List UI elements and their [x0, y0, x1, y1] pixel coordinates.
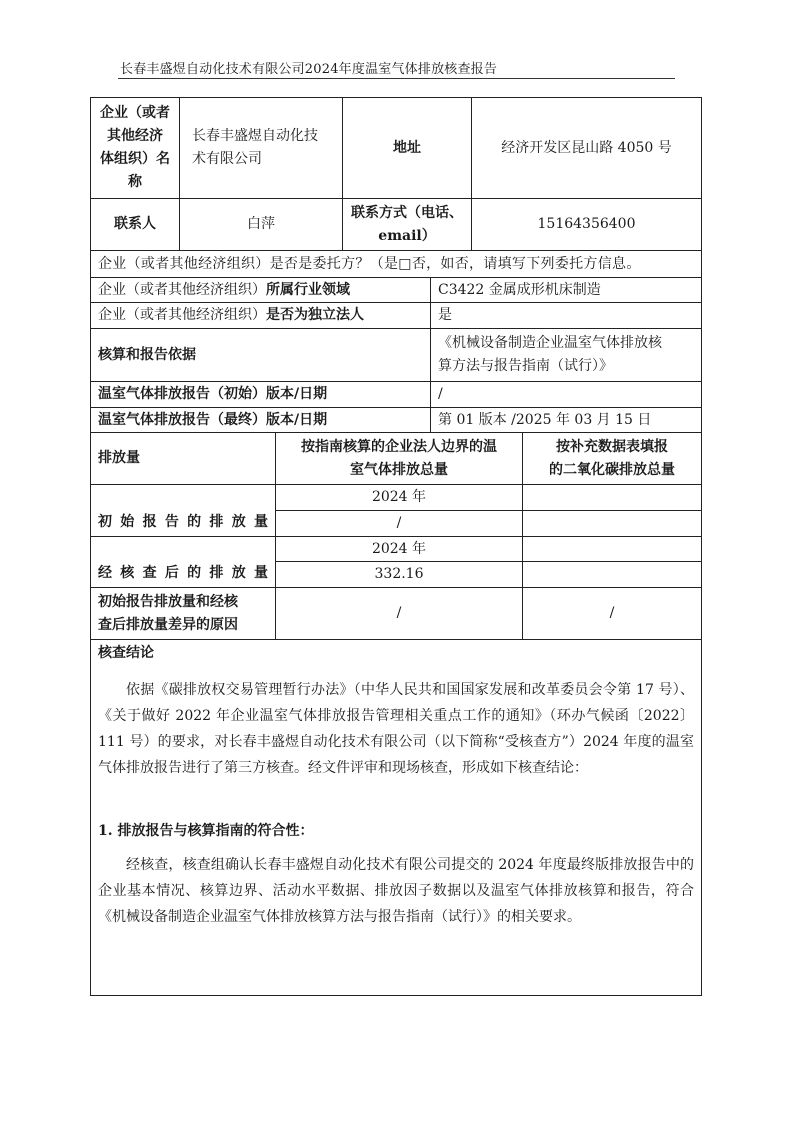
initial-emissions-value: / [396, 515, 402, 531]
final-version-label: 温室气体排放报告（最终）版本/日期 [98, 411, 328, 428]
contact-value: 白萍 [247, 216, 275, 232]
difference-reason-value-2: / [609, 605, 615, 621]
initial-version-label: 温室气体排放报告（初始）版本/日期 [98, 386, 328, 402]
address-value: 经济开发区昆山路 4050 号 [501, 139, 672, 156]
verified-emissions-year: 2024 年 [371, 540, 427, 557]
initial-emissions-label-line1: 初始报告的排放量 [98, 514, 268, 530]
conclusion-paragraph-2: 经核查，核查组确认长春丰盛煜自动化技术有限公司提交的 2024 年度最终版排放报告中的企业基本情况、核算边界、活动水平数据、排放因子数据以及温室气体排放核算和报告，符合《机械设备制造企业温室气体排放核算方法与报告指南（试行）》的相关要求。 [98, 857, 694, 925]
basis-label: 核算和报告依据 [98, 346, 196, 363]
initial-version-value: / [438, 386, 443, 402]
emissions-col2-header: 按补充数据表填报 的二氧化碳排放总量 [549, 438, 675, 478]
difference-reason-label: 初始报告排放量和经核 查后排放量差异的原因 [98, 593, 238, 633]
verified-emissions-label [91, 537, 275, 587]
difference-reason-value-1: / [396, 605, 402, 621]
emissions-col1-header: 按指南核算的企业法人边界的温 室气体排放总量 [301, 438, 497, 478]
page-header: 长春丰盛煜自动化技术有限公司2024年度温室气体排放核查报告 [120, 62, 498, 77]
initial-emissions-year: 2024 年 [371, 489, 427, 505]
legal-label: 是否为独立法人 [266, 307, 364, 323]
final-version-value: 第 01 版本 /2025 年 03 月 15 日 [438, 411, 652, 428]
company-name-label: 企业（或者 其他经济 体组织）名 称 [100, 105, 170, 190]
company-name-value: 长春丰盛煜自动化技 术有限公司 [192, 128, 318, 167]
entrusted-question: 企业（或者其他经济组织）是否是委托方？（是□否，如否，请填写下列委托方信息。 [98, 255, 641, 272]
industry-value: C3422 金属成形机床制造 [438, 281, 601, 298]
industry-prefix: 企业（或者其他经济组织） [98, 281, 266, 298]
header-rule [118, 78, 675, 79]
legal-entity-label-cell [91, 303, 430, 328]
conclusion-title: 核查结论 [98, 644, 154, 661]
legal-entity-value: 是 [438, 307, 452, 323]
contact-method-label: 联系方式（电话、 email） [351, 204, 463, 244]
section-1-title: 1. 排放报告与核算指南的符合性： [98, 823, 314, 839]
legal-prefix: 企业（或者其他经济组织） [98, 307, 266, 323]
initial-emissions-label [91, 485, 275, 536]
contact-method-value: 15164356400 [537, 216, 636, 232]
industry-label: 所属行业领域 [266, 281, 350, 298]
conclusion-paragraph-1: 依据《碳排放权交易管理暂行办法》（中华人民共和国国家发展和改革委员会令第 17 号）、《关于做好 2022 年企业温室气体排放报告管理相关重点工作的通知》（环办气候函〔2022〕111 号）的要求，对长春丰盛煜自动化技术有限公司（以下简称“受核查方”）2024 年度的温室气体排放报告进行了第三方核查。经文件评审和现场核查，形成如下核查结论： [98, 682, 694, 776]
contact-label: 联系人 [114, 216, 156, 232]
industry-label-cell [91, 278, 430, 302]
verified-emissions-label-line1: 经核查后的排放量 [98, 565, 268, 581]
emissions-label: 排放量 [98, 450, 140, 466]
verified-emissions-value: 332.16 [374, 566, 424, 582]
address-label: 地址 [393, 139, 421, 156]
basis-value: 《机械设备制造企业温室气体排放核 算方法与报告指南（试行）》 [438, 335, 662, 374]
